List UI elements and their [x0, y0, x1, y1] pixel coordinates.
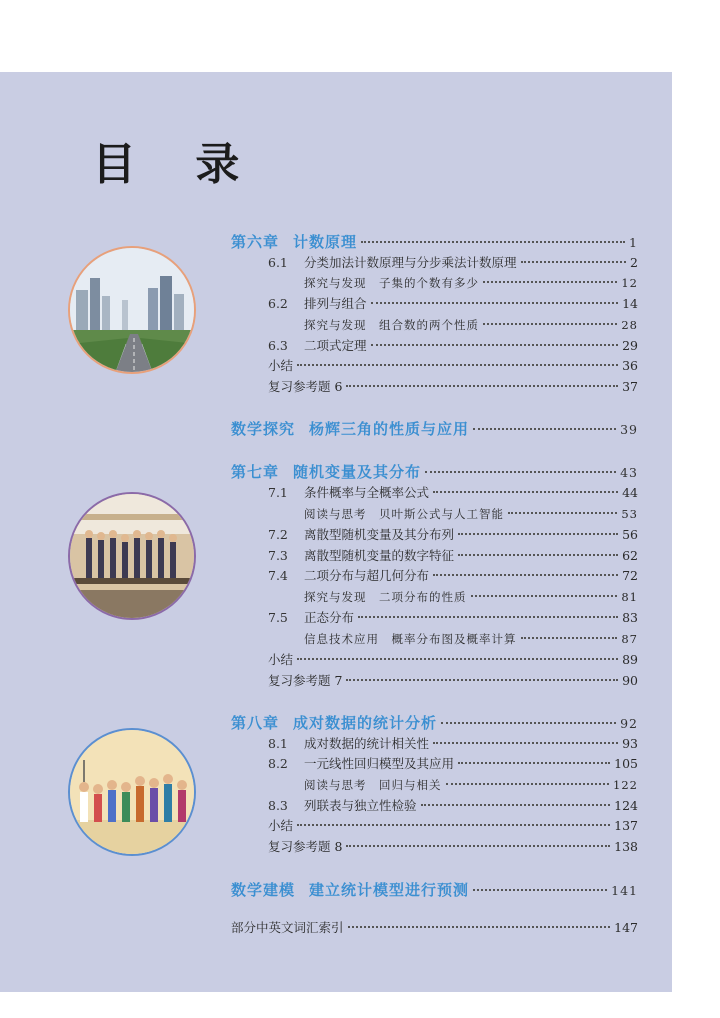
- section-number: 8.3: [268, 798, 288, 813]
- dot-leader: [473, 428, 616, 430]
- dot-leader: [358, 616, 618, 618]
- page-number: 62: [622, 548, 638, 563]
- section-title: 一元线性回归模型及其应用: [304, 756, 455, 771]
- section-number: 6.2: [268, 296, 288, 311]
- toc-entry[interactable]: [231, 879, 638, 901]
- page-number: 37: [622, 379, 638, 394]
- toc-entry[interactable]: [268, 376, 638, 398]
- dot-leader: [346, 845, 610, 847]
- entry-title: 信息技术应用 概率分布图及概率计算: [304, 632, 517, 646]
- page-number: 36: [622, 358, 638, 373]
- dot-leader: [433, 742, 618, 744]
- page-number: 137: [614, 818, 638, 833]
- chapter-heading: [231, 418, 469, 440]
- page-number: 81: [621, 590, 638, 604]
- dot-leader: [346, 385, 618, 387]
- section-number: 7.4: [268, 568, 288, 583]
- chapter-prefix: 第八章: [231, 714, 280, 732]
- toc-entry[interactable]: [304, 586, 638, 608]
- section-title: 成对数据的统计相关性: [304, 736, 430, 751]
- chapter-prefix: 第六章: [231, 233, 280, 251]
- page-number: 39: [620, 422, 638, 437]
- toc-entry[interactable]: [268, 482, 638, 504]
- page-number: 72: [622, 568, 638, 583]
- page-number: 93: [622, 736, 638, 751]
- section-heading: [268, 607, 354, 629]
- dot-leader: [297, 364, 618, 366]
- section-title: 二项式定理: [304, 338, 367, 353]
- dot-leader: [371, 344, 619, 346]
- page-number: 122: [613, 778, 638, 792]
- chapter-title: 杨辉三角的性质与应用: [309, 420, 470, 438]
- chapter-heading: [231, 461, 421, 483]
- entry-title: 复习参考题 8: [268, 839, 343, 854]
- entry-title: 阅读与思考 回归与相关: [304, 778, 442, 792]
- section-heading: [268, 524, 454, 546]
- page-number: 90: [622, 673, 638, 688]
- dot-leader: [441, 722, 616, 724]
- dot-leader: [433, 574, 618, 576]
- section-number: 7.5: [268, 610, 288, 625]
- toc-entry[interactable]: [268, 815, 638, 837]
- section-title: 正态分布: [304, 610, 355, 625]
- chapter-heading: [231, 231, 357, 253]
- entry-title: 部分中英文词汇索引: [231, 920, 344, 935]
- toc-entry[interactable]: [231, 231, 638, 253]
- chapter-heading: [231, 712, 437, 734]
- dot-leader: [348, 926, 611, 928]
- toc-entry[interactable]: [231, 418, 638, 440]
- page-number: 44: [622, 485, 638, 500]
- page-number: 124: [614, 798, 638, 813]
- page-number: 87: [621, 632, 638, 646]
- section-number: 8.1: [268, 736, 288, 751]
- section-title: 列联表与独立性检验: [304, 798, 417, 813]
- entry-title: 复习参考题 7: [268, 673, 343, 688]
- toc-entry[interactable]: [231, 917, 638, 939]
- dot-leader: [458, 533, 618, 535]
- section-title: 离散型随机变量的数字特征: [304, 548, 455, 563]
- toc-entry[interactable]: [268, 607, 638, 629]
- section-number: 7.2: [268, 527, 288, 542]
- entry-title: 小结: [268, 358, 294, 373]
- page-number: 53: [621, 507, 638, 521]
- entry-title: 探究与发现 子集的个数有多少: [304, 276, 479, 290]
- page-number: 56: [622, 527, 638, 542]
- dot-leader: [473, 889, 607, 891]
- section-title: 离散型随机变量及其分布列: [304, 527, 455, 542]
- toc-entry[interactable]: [304, 774, 638, 796]
- page-number: 12: [621, 276, 638, 290]
- dot-leader: [521, 637, 618, 639]
- toc-entry[interactable]: [268, 524, 638, 546]
- toc-entry[interactable]: [268, 670, 638, 692]
- section-heading: [268, 482, 429, 504]
- toc-entry[interactable]: [268, 565, 638, 587]
- chapter-prefix: 第七章: [231, 463, 280, 481]
- page-number: 43: [620, 465, 638, 480]
- section-heading: [268, 565, 429, 587]
- section-number: 6.3: [268, 338, 288, 353]
- shooting-range-illustration: [68, 492, 196, 620]
- toc-entry[interactable]: [268, 733, 638, 755]
- dot-leader: [433, 491, 618, 493]
- page-number: 89: [622, 652, 638, 667]
- toc-entry[interactable]: [268, 649, 638, 671]
- toc-entry[interactable]: [268, 753, 638, 775]
- section-title: 排列与组合: [304, 296, 367, 311]
- toc-entry[interactable]: [268, 795, 638, 817]
- dot-leader: [458, 554, 618, 556]
- entry-title: 复习参考题 6: [268, 379, 343, 394]
- city-illustration: [68, 246, 196, 374]
- dot-leader: [297, 658, 618, 660]
- dot-leader: [483, 281, 617, 283]
- page-number: 29: [622, 338, 638, 353]
- dot-leader: [483, 323, 617, 325]
- section-heading: [268, 252, 517, 274]
- dot-leader: [521, 261, 627, 263]
- students-illustration: [68, 728, 196, 856]
- toc-entry[interactable]: [231, 461, 638, 483]
- dot-leader: [346, 679, 618, 681]
- dot-leader: [508, 512, 617, 514]
- section-number: 8.2: [268, 756, 288, 771]
- toc-entry[interactable]: [268, 335, 638, 357]
- section-number: 7.1: [268, 485, 288, 500]
- entry-title: 小结: [268, 818, 294, 833]
- chapter-title: 随机变量及其分布: [293, 463, 422, 481]
- toc-entry[interactable]: [268, 836, 638, 858]
- section-heading: [268, 293, 367, 315]
- page-number: 14: [622, 296, 638, 311]
- section-title: 分类加法计数原理与分步乘法计数原理: [304, 255, 517, 270]
- dot-leader: [425, 471, 616, 473]
- dot-leader: [471, 595, 618, 597]
- toc-entry[interactable]: [268, 293, 638, 315]
- entry-title: 阅读与思考 贝叶斯公式与人工智能: [304, 507, 504, 521]
- toc-entry[interactable]: [268, 545, 638, 567]
- chapter-title: 建立统计模型进行预测: [309, 881, 470, 899]
- dot-leader: [371, 302, 619, 304]
- page-number: 105: [614, 756, 638, 771]
- entry-title: 探究与发现 组合数的两个性质: [304, 318, 479, 332]
- toc-entry[interactable]: [268, 252, 638, 274]
- page-number: 141: [611, 883, 638, 898]
- dot-leader: [446, 783, 610, 785]
- entry-title: 探究与发现 二项分布的性质: [304, 590, 467, 604]
- page-number: 147: [614, 920, 638, 935]
- chapter-title: 成对数据的统计分析: [293, 714, 438, 732]
- dot-leader: [297, 824, 610, 826]
- entry-title: 小结: [268, 652, 294, 667]
- section-heading: [268, 795, 417, 817]
- page-number: 28: [621, 318, 638, 332]
- toc-entry[interactable]: [231, 712, 638, 734]
- chapter-prefix: 数学探究: [231, 420, 296, 438]
- page-number: 1: [629, 235, 638, 250]
- dot-leader: [458, 762, 610, 764]
- section-heading: [268, 545, 454, 567]
- toc-entry[interactable]: [304, 272, 638, 294]
- section-heading: [268, 733, 429, 755]
- toc-entry[interactable]: [304, 503, 638, 525]
- page-number: 92: [620, 716, 638, 731]
- chapter-title: 计数原理: [293, 233, 358, 251]
- page-title: 目 录: [92, 139, 262, 190]
- chapter-heading: [231, 879, 469, 901]
- section-title: 二项分布与超几何分布: [304, 568, 430, 583]
- toc-entry[interactable]: [304, 628, 638, 650]
- dot-leader: [421, 804, 611, 806]
- page-number: 138: [614, 839, 638, 854]
- section-title: 条件概率与全概率公式: [304, 485, 430, 500]
- toc-entry[interactable]: [304, 314, 638, 336]
- section-number: 7.3: [268, 548, 288, 563]
- page-number: 83: [622, 610, 638, 625]
- page-number: 2: [630, 255, 638, 270]
- section-number: 6.1: [268, 255, 288, 270]
- chapter-prefix: 数学建模: [231, 881, 296, 899]
- dot-leader: [361, 241, 625, 243]
- section-heading: [268, 753, 454, 775]
- toc-entry[interactable]: [268, 355, 638, 377]
- section-heading: [268, 335, 367, 357]
